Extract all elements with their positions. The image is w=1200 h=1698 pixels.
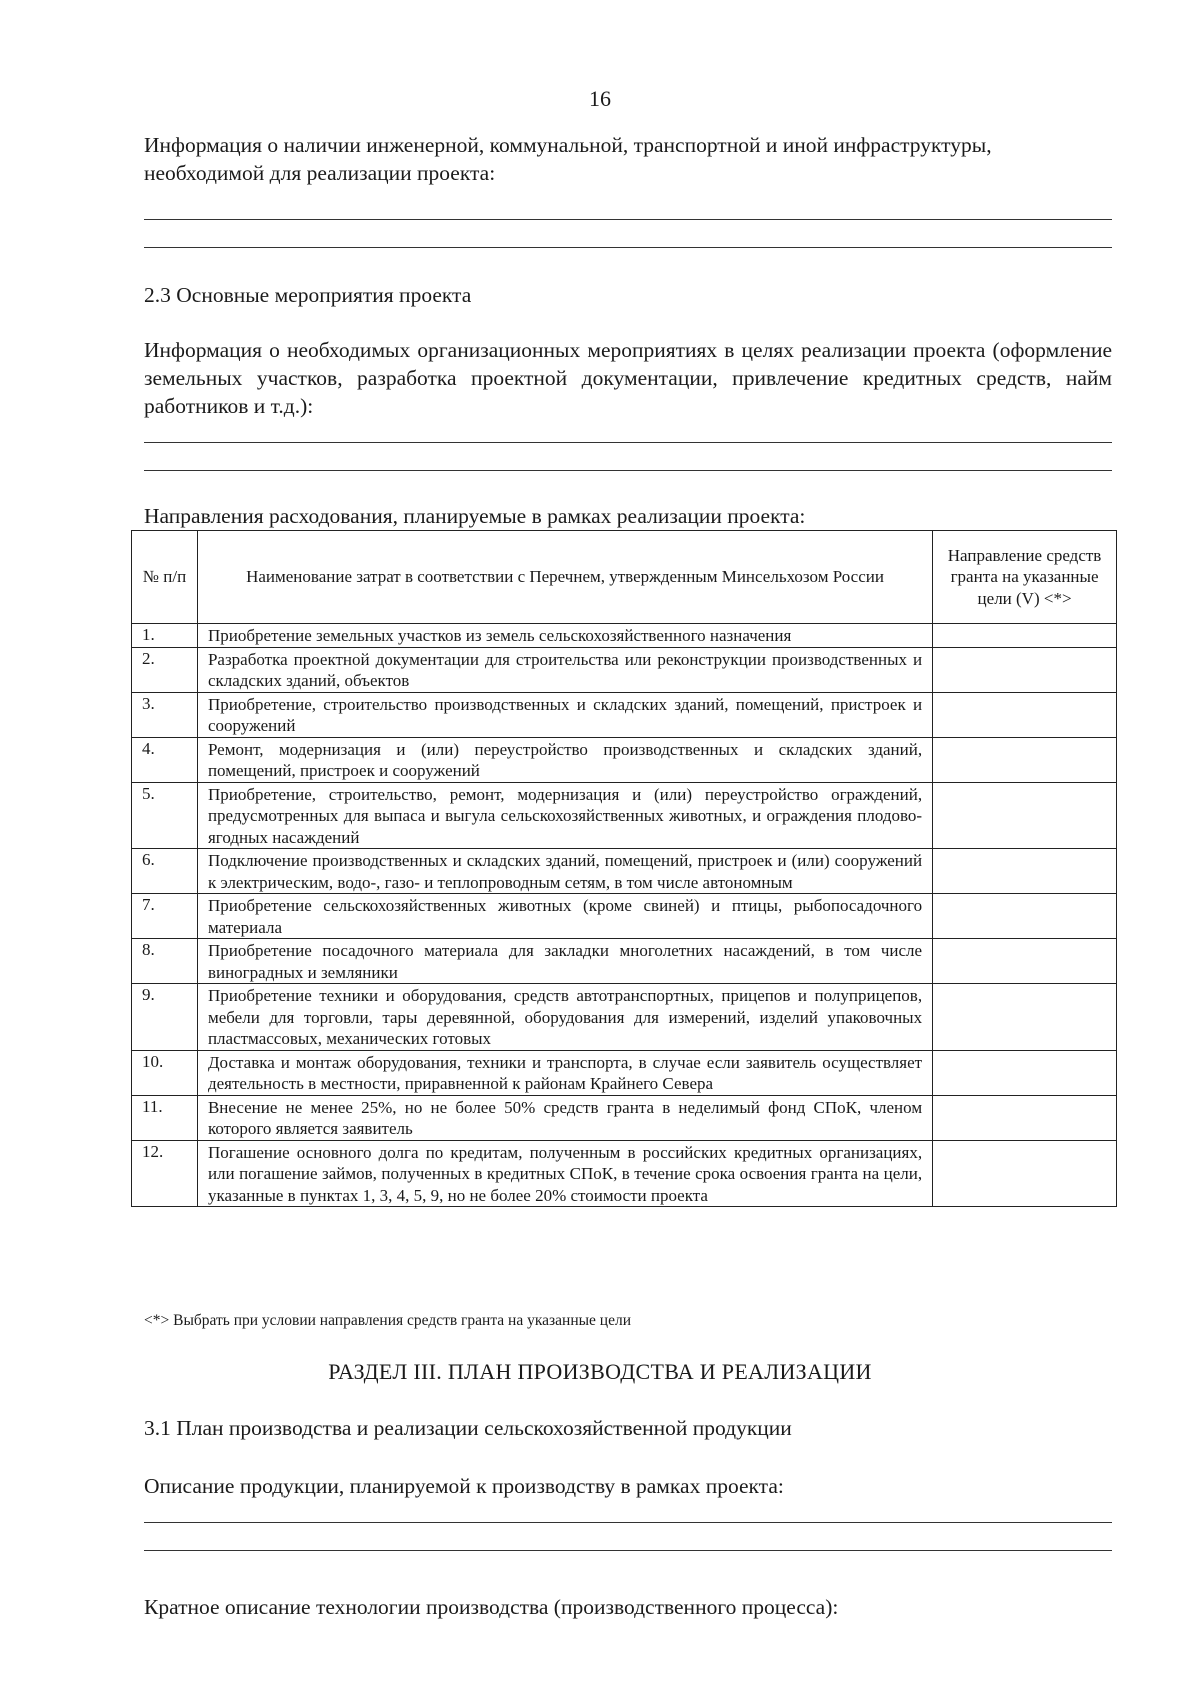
table-row [132, 624, 1117, 648]
expense-name: Ремонт, модернизация и (или) переустройство производственных и складских зданий, помещений, пристроек и сооружений [197, 737, 932, 782]
expense-name: Приобретение сельскохозяйственных животных (кроме свиней) и птицы, рыбопосадочного материала [197, 894, 932, 939]
direction-mark-cell[interactable] [933, 939, 1117, 984]
expense-name: Разработка проектной документации для строительства или реконструкции производственных и складских зданий, объектов [197, 647, 932, 692]
direction-mark-cell[interactable] [933, 894, 1117, 939]
table-row [132, 737, 1117, 782]
expenses-caption: Направления расходования, планируемые в рамках реализации проекта: [144, 504, 806, 528]
direction-mark-cell[interactable] [933, 624, 1117, 648]
answer-line-products-1 [144, 1522, 1112, 1523]
row-number: 4. [132, 737, 198, 782]
expenses-table [131, 530, 1117, 1207]
expense-name: Приобретение посадочного материала для закладки многолетних насаждений, в том числе виноградных и земляники [197, 939, 932, 984]
direction-mark-cell[interactable] [933, 1050, 1117, 1095]
row-number: 7. [132, 894, 198, 939]
row-number: 8. [132, 939, 198, 984]
expense-name: Приобретение, строительство производственных и складских зданий, помещений, пристроек и сооружений [197, 692, 932, 737]
section-3-1-title: 3.1 План производства и реализации сельскохозяйственной продукции [144, 1416, 792, 1440]
row-number: 6. [132, 849, 198, 894]
answer-line-products-2 [144, 1550, 1112, 1551]
table-row [132, 1095, 1117, 1140]
header-num: № п/п [132, 531, 198, 624]
answer-line-infra-1 [144, 219, 1112, 220]
table-row [132, 1140, 1117, 1207]
row-number: 5. [132, 782, 198, 849]
table-body [132, 624, 1117, 1207]
direction-mark-cell[interactable] [933, 647, 1117, 692]
answer-line-measures-1 [144, 442, 1112, 443]
table-row [132, 894, 1117, 939]
expense-name: Приобретение земельных участков из земель сельскохозяйственного назначения [197, 624, 932, 648]
table-row [132, 939, 1117, 984]
row-number: 9. [132, 984, 198, 1051]
expense-name: Доставка и монтаж оборудования, техники и транспорта, в случае если заявитель осуществляет деятельность в местности, приравненной к районам Крайнего Севера [197, 1050, 932, 1095]
table-footnote: <*> Выбрать при условии направления средств гранта на указанные цели [144, 1312, 632, 1329]
header-name: Наименование затрат в соответствии с Перечнем, утвержденным Минсельхозом России [197, 531, 932, 624]
section-2-3-title: 2.3 Основные мероприятия проекта [144, 283, 472, 307]
row-number: 3. [132, 692, 198, 737]
technology-description-label: Кратное описание технологии производства (производственного процесса): [144, 1595, 839, 1619]
table-row [132, 782, 1117, 849]
expense-name: Приобретение техники и оборудования, средств автотранспортных, прицепов и полуприцепов, мебели для торговли, тары деревянной, оборудования для измерений, изделий упаковочных пластмассовых, механических готовых [197, 984, 932, 1051]
row-number: 1. [132, 624, 198, 648]
page-number: 16 [589, 86, 611, 111]
table-row [132, 1050, 1117, 1095]
direction-mark-cell[interactable] [933, 737, 1117, 782]
answer-line-infra-2 [144, 247, 1112, 248]
row-number: 2. [132, 647, 198, 692]
section-2-3-text: Информация о необходимых организационных мероприятиях в целях реализации проекта (оформление земельных участков, разработка проектной документации, привлечение кредитных средств, найм работников и т.д.): [144, 338, 1112, 418]
expense-name: Внесение не менее 25%, но не более 50% средств гранта в неделимый фонд СПоК, членом которого является заявитель [197, 1095, 932, 1140]
header-direction: Направление средств гранта на указанные цели (V) <*> [933, 531, 1117, 624]
direction-mark-cell[interactable] [933, 1095, 1117, 1140]
direction-mark-cell[interactable] [933, 692, 1117, 737]
row-number: 12. [132, 1140, 198, 1207]
table-row [132, 647, 1117, 692]
table-header-row [132, 531, 1117, 624]
table-row [132, 849, 1117, 894]
table-row [132, 984, 1117, 1051]
direction-mark-cell[interactable] [933, 849, 1117, 894]
expense-name: Приобретение, строительство, ремонт, модернизация и (или) переустройство ограждений, предусмотренных для выпаса и выгула сельскохозяйственных животных, и ограждения плодово-ягодных насаждений [197, 782, 932, 849]
expense-name: Подключение производственных и складских зданий, помещений, пристроек и (или) сооружений к электрическим, водо-, газо- и теплопроводным сетям, в том числе автономным [197, 849, 932, 894]
section-3-heading: РАЗДЕЛ III. ПЛАН ПРОИЗВОДСТВА И РЕАЛИЗАЦИИ [328, 1359, 872, 1384]
expense-name: Погашение основного долга по кредитам, полученным в российских кредитных организациях, или погашение займов, полученных в кредитных СПоК, в течение срока освоения гранта на цели, указанные в пунктах 1, 3, 4, 5, 9, но не более 20% стоимости проекта [197, 1140, 932, 1207]
products-description-label: Описание продукции, планируемой к производству в рамках проекта: [144, 1474, 784, 1498]
infrastructure-text: Информация о наличии инженерной, коммунальной, транспортной и иной инфраструктуры, необходимой для реализации проекта: [144, 133, 992, 185]
row-number: 10. [132, 1050, 198, 1095]
table-row [132, 692, 1117, 737]
direction-mark-cell[interactable] [933, 984, 1117, 1051]
direction-mark-cell[interactable] [933, 1140, 1117, 1207]
direction-mark-cell[interactable] [933, 782, 1117, 849]
row-number: 11. [132, 1095, 198, 1140]
answer-line-measures-2 [144, 470, 1112, 471]
